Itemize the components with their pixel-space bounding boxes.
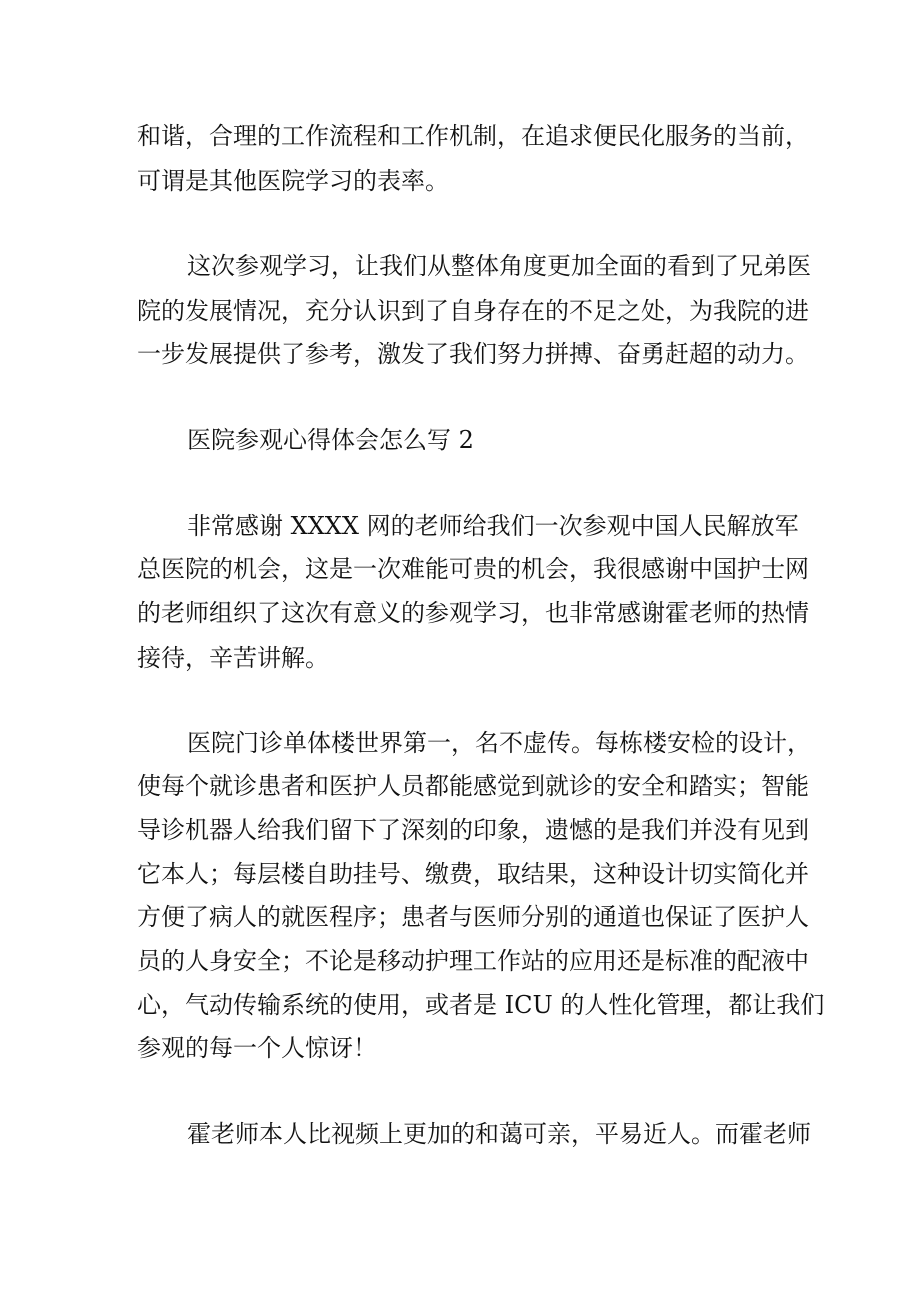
- paragraph-3-line-2: 总医院的机会，这是一次难能可贵的机会，我很感谢中国护士网: [137, 555, 809, 583]
- section-heading: 医院参观心得体会怎么写 2: [187, 426, 474, 454]
- paragraph-4-line-8: 参观的每一个人惊讶！: [137, 1034, 377, 1062]
- paragraph-1-line-2: 可谓是其他医院学习的表率。: [137, 167, 449, 195]
- paragraph-2-line-3: 一步发展提供了参考，激发了我们努力拼搏、奋勇赶超的动力。: [137, 340, 809, 368]
- paragraph-4-line-2: 使每个就诊患者和医护人员都能感觉到就诊的安全和踏实；智能: [137, 772, 809, 800]
- paragraph-3-line-1: 非常感谢 XXXX 网的老师给我们一次参观中国人民解放军: [187, 512, 799, 540]
- paragraph-2-line-1: 这次参观学习，让我们从整体角度更加全面的看到了兄弟医: [187, 252, 811, 280]
- paragraph-5-line-1: 霍老师本人比视频上更加的和蔼可亲，平易近人。而霍老师: [187, 1120, 811, 1148]
- paragraph-3-line-4: 接待，辛苦讲解。: [137, 644, 329, 672]
- paragraph-3-line-3: 的老师组织了这次有意义的参观学习，也非常感谢霍老师的热情: [137, 599, 809, 627]
- paragraph-4-line-5: 方便了病人的就医程序；患者与医师分别的通道也保证了医护人: [137, 903, 809, 931]
- paragraph-4-line-6: 员的人身安全；不论是移动护理工作站的应用还是标准的配液中: [137, 947, 809, 975]
- paragraph-4-line-7: 心，气动传输系统的使用，或者是 ICU 的人性化管理，都让我们: [137, 991, 825, 1019]
- paragraph-2-line-2: 院的发展情况，充分认识到了自身存在的不足之处，为我院的进: [137, 297, 809, 325]
- paragraph-4-line-1: 医院门诊单体楼世界第一，名不虚传。每栋楼安检的设计，: [187, 729, 811, 757]
- paragraph-1-line-1: 和谐，合理的工作流程和工作机制，在追求便民化服务的当前，: [137, 122, 809, 150]
- paragraph-4-line-3: 导诊机器人给我们留下了深刻的印象，遗憾的是我们并没有见到: [137, 816, 809, 844]
- paragraph-4-line-4: 它本人；每层楼自助挂号、缴费，取结果，这种设计切实简化并: [137, 860, 809, 888]
